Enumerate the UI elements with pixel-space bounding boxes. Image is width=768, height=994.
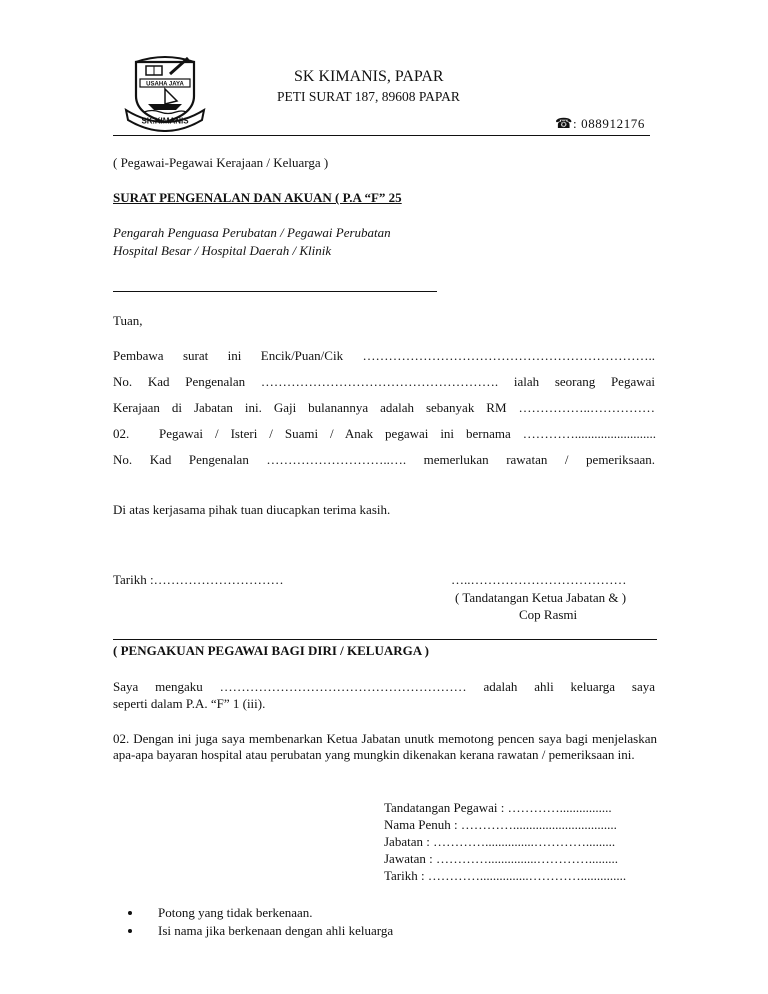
field-department: Jabatan : …………...............………….........: [384, 834, 616, 849]
svg-text:SK.KIMANIS: SK.KIMANIS: [141, 116, 189, 126]
school-name: SK KIMANIS, PAPAR: [294, 68, 444, 85]
telephone-icon: ☎: [555, 117, 574, 132]
field-full-name: Nama Penuh : …………................................: [384, 817, 617, 832]
note-item: • Potong yang tidak berkenaan.: [143, 904, 393, 922]
body-line-ic-number: No. Kad Pengenalan ………………………………………………. ialah seorang Pegawai: [113, 374, 655, 389]
body-line-dependent-name: Pegawai / Isteri / Suami / Anak pegawai ini bernama ………….........................: [159, 426, 656, 441]
declaration-para-2: 02. Dengan ini juga saya membenarkan Ketua Jabatan unutk memotong pencen saya bagi menjelaskan apa-apa bayaran hospital atau perubatan yang mungkin dikenakan kerana rawatan / pemeriksaan ini.: [113, 731, 657, 762]
declaration-heading: ( PENGAKUAN PEGAWAI BAGI DIRI / KELUARGA ): [113, 643, 429, 658]
field-date: Tarikh : …………...............…………..............: [384, 868, 627, 883]
phone-value: : 088912176: [573, 116, 646, 131]
recipient-address-line: [113, 291, 437, 292]
body-line-salary: Kerajaan di Jabatan ini. Gaji bulanannya adalah sebanyak RM ……………..……………: [113, 400, 655, 415]
body-line-dependent-ic: No. Kad Pengenalan ………………………..…. memerlukan rawatan / pemeriksaan.: [113, 452, 655, 467]
body-line-bearer-name: Pembawa surat ini Encik/Puan/Cik …………………………………………………………..: [113, 348, 655, 363]
header-divider: [113, 135, 650, 136]
recipient-line-1: Pengarah Penguasa Perubatan / Pegawai Perubatan: [113, 225, 391, 240]
salutation: Tuan,: [113, 313, 143, 328]
school-address: PETI SURAT 187, 89608 PAPAR: [277, 89, 460, 104]
signature-label: ( Tandatangan Ketua Jabatan & ): [455, 590, 627, 605]
school-crest-logo: [122, 48, 208, 132]
field-position: Jawatan : …………...............………….........: [384, 851, 618, 866]
letter-category: ( Pegawai-Pegawai Kerajaan / Keluarga ): [113, 155, 329, 170]
field-officer-signature: Tandatangan Pegawai : …………................: [384, 800, 612, 815]
letter-title: SURAT PENGENALAN DAN AKUAN ( P.A “F” 25: [113, 190, 402, 205]
phone-number: [555, 116, 645, 133]
declaration-para-1-line-2: seperti dalam P.A. “F” 1 (iii).: [113, 696, 266, 711]
recipient-line-2: Hospital Besar / Hospital Daerah / Klinik: [113, 243, 332, 258]
section-divider: [113, 639, 657, 640]
notes-list: [113, 904, 393, 940]
svg-text:USAHA JAYA: USAHA JAYA: [146, 81, 184, 88]
note-item: • Isi nama jika berkenaan dengan ahli keluarga: [143, 922, 393, 940]
date-field: Tarikh :…………………………: [113, 572, 284, 587]
declaration-para-1-line-1: Saya mengaku ………………………………………………… adalah ahli keluarga saya: [113, 679, 655, 694]
body-line-number-02: 02.: [113, 426, 130, 441]
signature-dots: …..………………………………: [451, 572, 627, 587]
thanks-line: Di atas kerjasama pihak tuan diucapkan terima kasih.: [113, 502, 391, 517]
crest-boat-icon: [148, 104, 182, 110]
stamp-label: Cop Rasmi: [519, 607, 578, 622]
